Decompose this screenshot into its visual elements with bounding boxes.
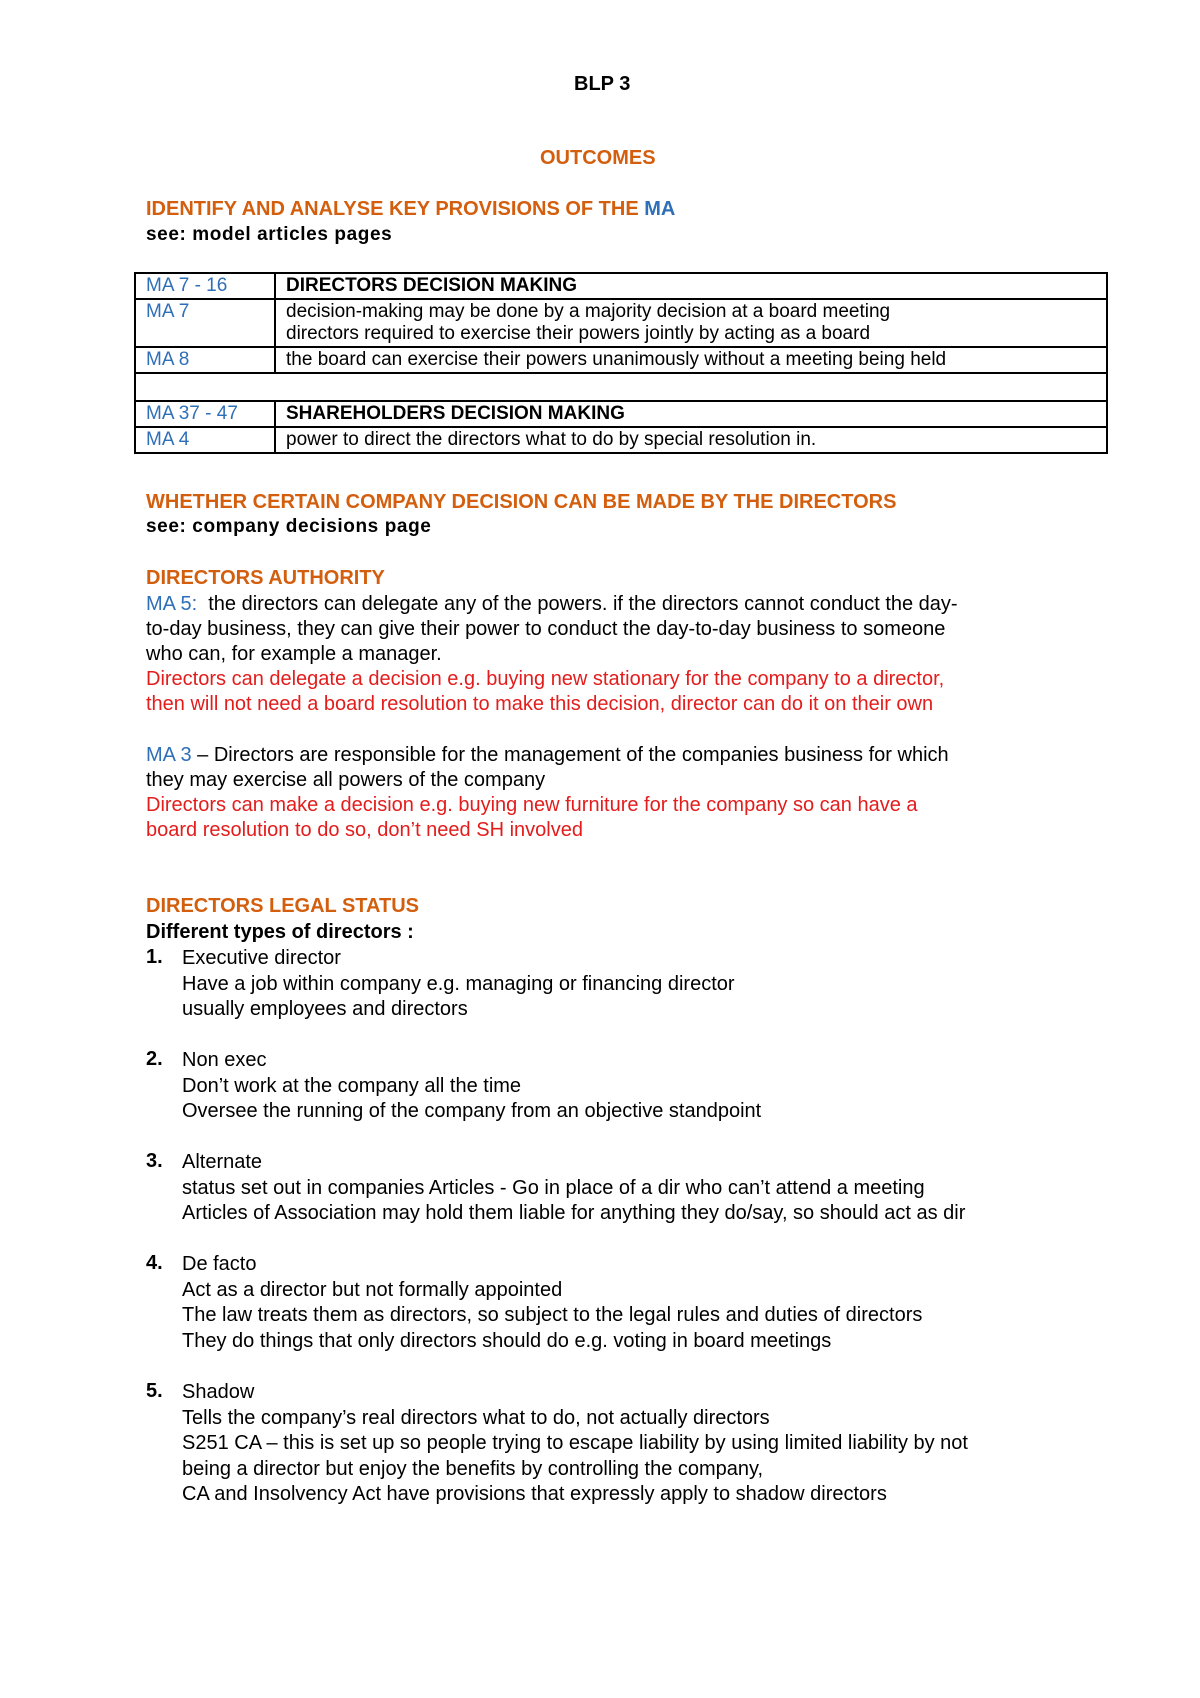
type-name: Non exec xyxy=(182,1049,267,1071)
ma5-line: to-day business, they can give their power to conduct the day-to-day business to someone xyxy=(146,618,946,640)
type-line: Act as a director but not formally appointed xyxy=(182,1278,563,1301)
legal-heading: DIRECTORS LEGAL STATUS xyxy=(146,895,419,917)
ma5-note: Directors can delegate a decision e.g. buying new stationary for the company to a director, xyxy=(146,668,945,690)
type-line: They do things that only directors should do e.g. voting in board meetings xyxy=(182,1329,832,1352)
type-line: Oversee the running of the company from an objective standpoint xyxy=(182,1100,762,1122)
type-line: Articles of Association may hold them liable for anything they do/say, so should act as dir xyxy=(182,1202,966,1224)
type-number: 2. xyxy=(146,1048,163,1070)
type-name: De facto xyxy=(182,1253,257,1275)
type-number: 1. xyxy=(146,946,163,968)
table-cell-text xyxy=(275,299,1107,347)
section1-heading xyxy=(146,198,675,221)
table-cell-text: DIRECTORS DECISION MAKING xyxy=(275,273,1107,299)
ma3-note: board resolution to do so, don’t need SH involved xyxy=(146,819,583,841)
type-line: status set out in companies Articles - Go in place of a dir who can’t attend a meeting xyxy=(182,1176,925,1199)
legal-subheading: Different types of directors : xyxy=(146,921,414,943)
type-line: The law treats them as directors, so subject to the legal rules and duties of directors xyxy=(182,1304,923,1326)
ma3-text: – Directors are responsible for the management of the companies business for which xyxy=(191,744,949,766)
table-cell-text: power to direct the directors what to do by special resolution in. xyxy=(275,427,1107,453)
model-articles-table xyxy=(134,272,1108,454)
table-row xyxy=(135,401,1107,427)
type-name: Alternate xyxy=(182,1151,263,1173)
table-row xyxy=(135,273,1107,299)
type-number: 4. xyxy=(146,1252,163,1274)
table-cell-ref: MA 4 xyxy=(135,427,275,453)
table-row-empty xyxy=(135,373,1107,401)
type-line: usually employees and directors xyxy=(182,998,468,1020)
table-cell-ref: MA 7 xyxy=(135,299,275,347)
ma5-ref: MA 5: xyxy=(146,593,198,615)
table-cell-line: decision-making may be done by a majority decision at a board meeting xyxy=(286,301,891,322)
table-cell-empty xyxy=(135,373,1107,401)
table-cell-ref: MA 8 xyxy=(135,347,275,373)
table-cell-text: the board can exercise their powers unanimously without a meeting being held xyxy=(275,347,1107,373)
type-name: Executive director xyxy=(182,947,341,969)
table-cell-ref: MA 37 - 47 xyxy=(135,401,275,427)
type-number: 3. xyxy=(146,1150,163,1172)
table-cell-line: directors required to exercise their powers jointly by acting as a board xyxy=(286,323,871,344)
type-line: Tells the company’s real directors what to do, not actually directors xyxy=(182,1406,770,1429)
ma3-line: they may exercise all powers of the company xyxy=(146,769,546,791)
table-cell-ref: MA 7 - 16 xyxy=(135,273,275,299)
section2-see: see: company decisions page xyxy=(146,516,432,537)
table-row xyxy=(135,427,1107,453)
section1-heading-text: IDENTIFY AND ANALYSE KEY PROVISIONS OF THE xyxy=(146,198,645,220)
table-row xyxy=(135,347,1107,373)
type-line: Have a job within company e.g. managing or financing director xyxy=(182,972,735,995)
ma5-text: the directors can delegate any of the powers. if the directors cannot conduct the day- xyxy=(197,593,958,615)
ma5-line xyxy=(146,592,958,617)
ma3-note: Directors can make a decision e.g. buying new furniture for the company so can have a xyxy=(146,794,918,816)
section1-heading-ma: MA xyxy=(644,198,676,220)
table-cell-text: SHAREHOLDERS DECISION MAKING xyxy=(275,401,1107,427)
outcomes-heading: OUTCOMES xyxy=(540,147,656,169)
ma3-line xyxy=(146,743,949,768)
type-name: Shadow xyxy=(182,1381,255,1403)
type-line: CA and Insolvency Act have provisions that expressly apply to shadow directors xyxy=(182,1483,887,1505)
ma5-note: then will not need a board resolution to make this decision, director can do it on their own xyxy=(146,693,934,715)
type-line: being a director but enjoy the benefits by controlling the company, xyxy=(182,1457,764,1480)
type-number: 5. xyxy=(146,1380,163,1402)
type-line: Don’t work at the company all the time xyxy=(182,1074,522,1097)
authority-heading: DIRECTORS AUTHORITY xyxy=(146,567,385,589)
section2-heading: WHETHER CERTAIN COMPANY DECISION CAN BE MADE BY THE DIRECTORS xyxy=(146,491,897,513)
table-row xyxy=(135,299,1107,347)
section1-see: see: model articles pages xyxy=(146,224,393,245)
type-line: S251 CA – this is set up so people trying to escape liability by using limited liability by not xyxy=(182,1432,968,1454)
ma3-ref: MA 3 xyxy=(146,744,192,766)
doc-title: BLP 3 xyxy=(574,73,631,95)
ma5-line: who can, for example a manager. xyxy=(146,643,442,665)
